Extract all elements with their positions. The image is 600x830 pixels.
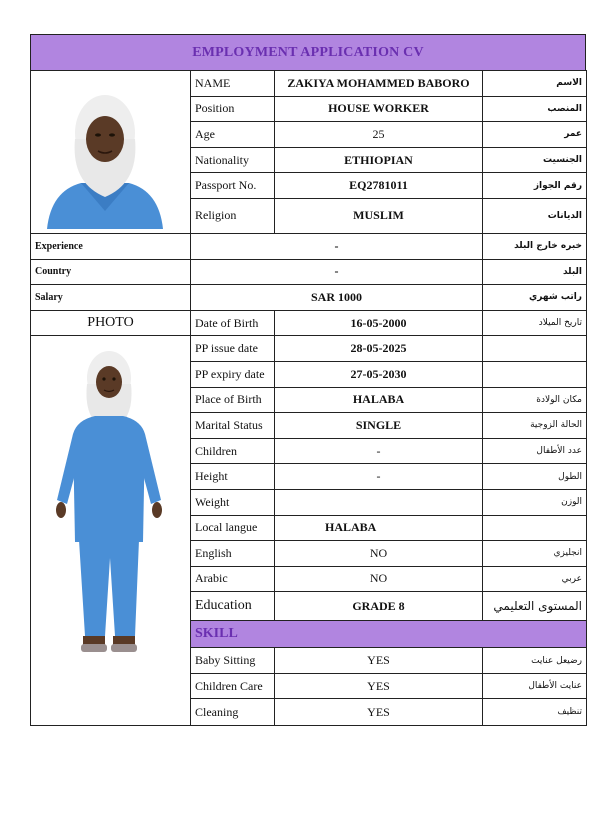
full-photo-cell <box>31 336 191 726</box>
weight-value <box>275 489 483 515</box>
children-care-label: Children Care <box>191 673 275 699</box>
pp-expiry-label: PP expiry date <box>191 361 275 387</box>
place-of-birth-label-ar: مكان الولادة <box>483 387 587 413</box>
children-care-label-ar: عنايت الأطفال <box>483 673 587 699</box>
baby-sitting-value: YES <box>275 648 483 674</box>
cleaning-label-ar: تنظيف <box>483 699 587 726</box>
headshot-photo <box>41 79 169 229</box>
height-label-ar: الطول <box>483 464 587 490</box>
dob-label: Date of Birth <box>191 310 275 336</box>
name-label-ar: الاسم <box>483 71 587 97</box>
experience-label: Experience <box>31 233 191 259</box>
local-language-value: HALABA <box>275 515 483 541</box>
english-value: NO <box>275 541 483 567</box>
arabic-label-ar: عربي <box>483 566 587 592</box>
experience-value: - <box>191 233 483 259</box>
photo-caption: PHOTO <box>31 310 191 336</box>
children-label-ar: عدد الأطفال <box>483 438 587 464</box>
pp-issue-value: 28-05-2025 <box>275 336 483 362</box>
skill-heading: SKILL <box>191 621 587 648</box>
position-value: HOUSE WORKER <box>275 96 483 122</box>
country-label: Country <box>31 259 191 285</box>
country-label-ar: البلد <box>483 259 587 285</box>
religion-label: Religion <box>191 198 275 233</box>
english-label-ar: انجليزي <box>483 541 587 567</box>
country-value: - <box>191 259 483 285</box>
salary-label: Salary <box>31 285 191 311</box>
cleaning-value: YES <box>275 699 483 726</box>
cleaning-label: Cleaning <box>191 699 275 726</box>
children-label: Children <box>191 438 275 464</box>
experience-label-ar: خبره خارج البلد <box>483 233 587 259</box>
row-dob <box>31 310 587 336</box>
pp-expiry-value: 27-05-2030 <box>275 361 483 387</box>
education-label-ar: المستوى التعليمي <box>483 592 587 621</box>
height-value: - <box>275 464 483 490</box>
row-country <box>31 259 587 285</box>
local-language-label-ar <box>483 515 587 541</box>
portrait-photo-cell <box>31 71 191 234</box>
age-value: 25 <box>275 122 483 148</box>
row-experience <box>31 233 587 259</box>
education-label: Education <box>191 592 275 621</box>
nationality-value: ETHIOPIAN <box>275 147 483 173</box>
salary-label-ar: راتب شهري <box>483 285 587 311</box>
cv-title: EMPLOYMENT APPLICATION CV <box>30 34 586 71</box>
religion-label-ar: الديانات <box>483 198 587 233</box>
full-body-photo <box>51 344 169 674</box>
passport-label: Passport No. <box>191 173 275 199</box>
cv-table <box>30 70 587 726</box>
salary-value: SAR 1000 <box>191 285 483 311</box>
local-language-label: Local langue <box>191 515 275 541</box>
row-salary <box>31 285 587 311</box>
marital-value: SINGLE <box>275 413 483 439</box>
children-care-value: YES <box>275 673 483 699</box>
height-label: Height <box>191 464 275 490</box>
passport-value: EQ2781011 <box>275 173 483 199</box>
marital-label: Marital Status <box>191 413 275 439</box>
row-name <box>31 71 587 97</box>
nationality-label-ar: الجنسيت <box>483 147 587 173</box>
dob-value: 16-05-2000 <box>275 310 483 336</box>
age-label: Age <box>191 122 275 148</box>
marital-label-ar: الحالة الزوجية <box>483 413 587 439</box>
arabic-value: NO <box>275 566 483 592</box>
pp-expiry-label-ar <box>483 361 587 387</box>
row-pp-issue <box>31 336 587 362</box>
baby-sitting-label: Baby Sitting <box>191 648 275 674</box>
weight-label: Weight <box>191 489 275 515</box>
arabic-label: Arabic <box>191 566 275 592</box>
weight-label-ar: الوزن <box>483 489 587 515</box>
age-label-ar: عمر <box>483 122 587 148</box>
education-value: GRADE 8 <box>275 592 483 621</box>
name-value: ZAKIYA MOHAMMED BABORO <box>275 71 483 97</box>
pp-issue-label: PP issue date <box>191 336 275 362</box>
position-label-ar: المنصب <box>483 96 587 122</box>
children-value: - <box>275 438 483 464</box>
name-label: NAME <box>191 71 275 97</box>
religion-value: MUSLIM <box>275 198 483 233</box>
place-of-birth-value: HALABA <box>275 387 483 413</box>
nationality-label: Nationality <box>191 147 275 173</box>
place-of-birth-label: Place of Birth <box>191 387 275 413</box>
dob-label-ar: تاريخ الميلاد <box>483 310 587 336</box>
passport-label-ar: رقم الجواز <box>483 173 587 199</box>
pp-issue-label-ar <box>483 336 587 362</box>
position-label: Position <box>191 96 275 122</box>
english-label: English <box>191 541 275 567</box>
baby-sitting-label-ar: رضيعل عنايت <box>483 648 587 674</box>
